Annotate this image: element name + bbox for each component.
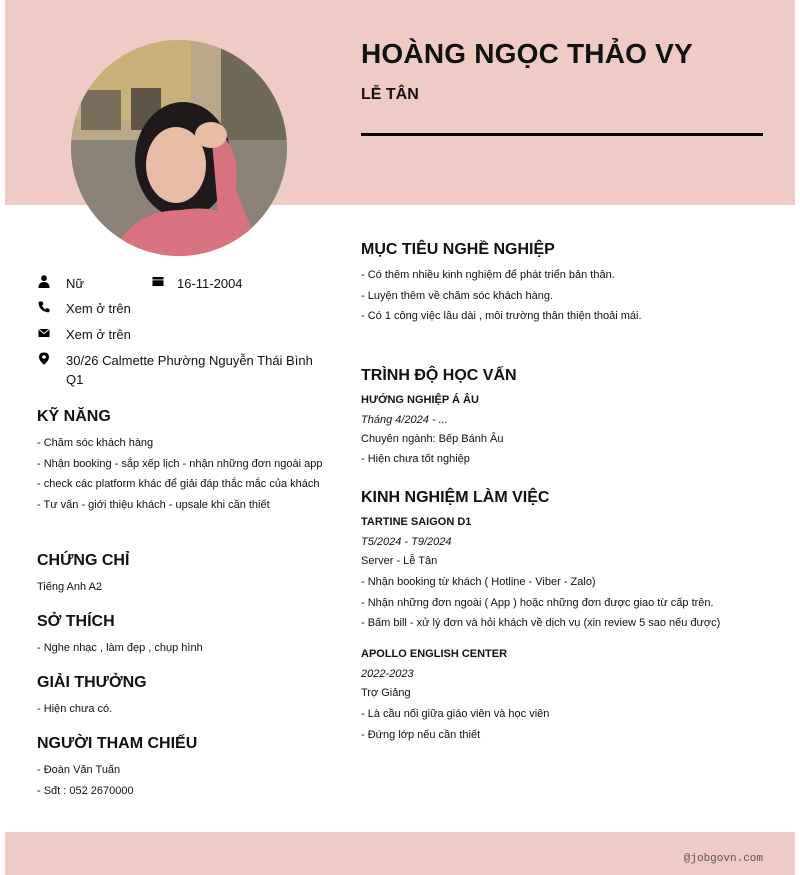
phone-row: [37, 299, 131, 318]
list-item: - Nhận những đơn ngoài ( App ) hoặc những đơn được giao từ cấp trên.: [361, 596, 714, 609]
list-item: Tiếng Anh A2: [37, 581, 103, 593]
footer-band: [5, 832, 795, 875]
calendar-icon: [151, 274, 177, 288]
phone-icon: [37, 299, 66, 313]
education-entry: [361, 391, 504, 469]
list-item: - Có thêm nhiều kinh nghiệm để phát triển bản thân.: [361, 269, 615, 281]
phone-text: Xem ở trên: [66, 301, 131, 316]
certificates-title: CHỨNG CHỈ: [37, 552, 130, 569]
skills-title: KỸ NĂNG: [37, 408, 111, 425]
footer-watermark: @jobgovn.com: [683, 853, 763, 865]
list-item: - Luyện thêm về chăm sóc khách hàng.: [361, 289, 553, 302]
email-text: Xem ở trên: [66, 327, 131, 342]
list-item: - Hiện chưa có.: [37, 703, 113, 715]
education-note: - Hiện chưa tốt nghiệp: [361, 452, 470, 465]
awards-title: GIẢI THƯỞNG: [37, 674, 147, 691]
candidate-position: LỄ TÂN: [361, 86, 419, 103]
profile-photo: [71, 40, 287, 256]
list-item: - Có 1 công việc lâu dài , môi trường thân thiện thoải mái.: [361, 310, 642, 322]
list-item: - Chăm sóc khách hàng: [37, 437, 154, 449]
awards-list: [37, 699, 112, 720]
gender-text: Nữ: [66, 276, 85, 291]
skills-list: [37, 433, 327, 515]
header-divider: [361, 133, 763, 136]
location-pin-icon: [37, 351, 66, 365]
company-name: APOLLO ENGLISH CENTER: [361, 648, 508, 660]
objective-list: [361, 265, 642, 327]
certificates-list: [37, 577, 102, 598]
job-entry: [361, 513, 471, 572]
person-icon: [37, 274, 66, 288]
list-item: - Nhận booking - sắp xếp lịch - nhận những đơn ngoài app: [37, 457, 323, 470]
job-date: 2022-2023: [361, 667, 414, 680]
job-duties: [361, 704, 549, 745]
list-item: - Tư vấn - giới thiệu khách - upsale khi cần thiết: [37, 498, 270, 511]
address-row: [37, 351, 317, 389]
education-date: Tháng 4/2024 - ...: [361, 413, 448, 426]
job-duties: [361, 572, 720, 634]
list-item: - Đoàn Văn Tuấn: [37, 764, 121, 776]
address-text: 30/26 Calmette Phường Nguyễn Thái Bình Q1: [66, 353, 313, 387]
objective-title: MỤC TIÊU NGHỀ NGHIỆP: [361, 241, 555, 258]
job-role: Trợ Giảng: [361, 687, 411, 699]
email-row: [37, 325, 131, 344]
birthdate-row: [151, 274, 243, 293]
job-date: T5/2024 - T9/2024: [361, 535, 452, 548]
candidate-name: HOÀNG NGỌC THẢO VY: [361, 38, 693, 69]
list-item: - check các platform khác để giải đáp thắc mắc của khách: [37, 478, 320, 490]
experience-title: KINH NGHIỆM LÀM VIỆC: [361, 489, 550, 506]
gender-row: [37, 274, 84, 293]
list-item: - Nghe nhạc , làm đẹp , chụp hình: [37, 642, 203, 654]
list-item: - Là cầu nối giữa giáo viên và học viên: [361, 708, 550, 720]
list-item: - Bấm bill - xử lý đơn và hỏi khách về dịch vụ (xin review 5 sao nếu được): [361, 617, 721, 629]
birthdate-text: 16-11-2004: [177, 276, 243, 291]
list-item: - Sđt : 052 2670000: [37, 784, 134, 797]
references-list: [37, 760, 134, 801]
hobbies-list: [37, 638, 203, 659]
job-entry: [361, 645, 507, 704]
hobbies-title: SỞ THÍCH: [37, 613, 115, 630]
education-title: TRÌNH ĐỘ HỌC VẤN: [361, 367, 517, 384]
school-name: HƯỚNG NGHIỆP Á ÂU: [361, 394, 479, 406]
list-item: - Nhận booking từ khách ( Hotline - Viber - Zalo): [361, 576, 596, 588]
company-name: TARTINE SAIGON D1: [361, 516, 472, 528]
education-major: Chuyên ngành: Bếp Bánh Âu: [361, 433, 504, 445]
job-role: Server - Lễ Tân: [361, 555, 438, 567]
list-item: - Đứng lớp nếu cần thiết: [361, 728, 481, 741]
envelope-icon: [37, 325, 66, 339]
references-title: NGƯỜI THAM CHIẾU: [37, 735, 198, 752]
